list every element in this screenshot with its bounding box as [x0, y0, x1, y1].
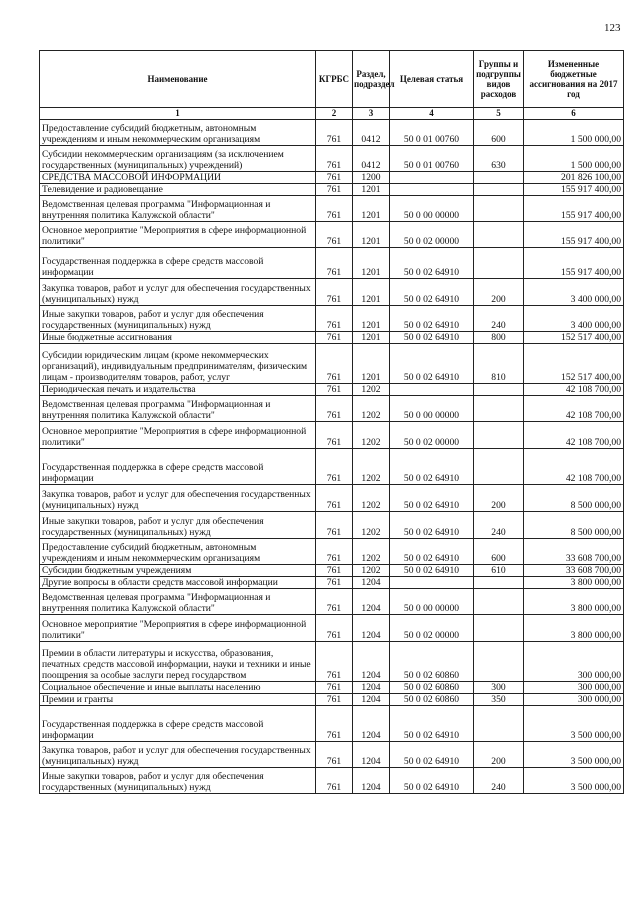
cell-group — [474, 222, 524, 248]
cell-name: СРЕДСТВА МАССОВОЙ ИНФОРМАЦИИ — [40, 172, 316, 184]
column-number: 3 — [353, 108, 390, 120]
cell-kgrbs: 761 — [316, 332, 353, 344]
cell-target: 50 0 02 64910 — [390, 306, 474, 332]
header-target: Целевая статья — [390, 51, 474, 108]
cell-group: 240 — [474, 768, 524, 794]
cell-name: Ведомственная целевая программа "Информационная и внутренняя политика Калужской области" — [40, 396, 316, 422]
cell-kgrbs: 761 — [316, 449, 353, 485]
cell-amount: 3 400 000,00 — [524, 306, 624, 332]
cell-name: Основное мероприятие "Мероприятия в сфере информационной политики" — [40, 422, 316, 449]
cell-kgrbs: 761 — [316, 306, 353, 332]
cell-target: 50 0 00 00000 — [390, 196, 474, 222]
cell-target: 50 0 02 00000 — [390, 422, 474, 449]
cell-target — [390, 577, 474, 589]
cell-section: 1204 — [353, 706, 390, 742]
cell-group: 600 — [474, 120, 524, 146]
cell-section: 1204 — [353, 742, 390, 768]
cell-section: 1201 — [353, 332, 390, 344]
cell-kgrbs: 761 — [316, 384, 353, 396]
cell-target: 50 0 02 64910 — [390, 539, 474, 565]
cell-name: Предоставление субсидий бюджетным, автономным учреждениям и иным некоммерческим организациям — [40, 120, 316, 146]
table-row — [40, 172, 624, 184]
cell-section: 1204 — [353, 615, 390, 642]
cell-kgrbs: 761 — [316, 146, 353, 172]
cell-group: 200 — [474, 279, 524, 306]
budget-table — [39, 50, 624, 794]
cell-group — [474, 396, 524, 422]
cell-group — [474, 196, 524, 222]
header-section: Раздел, подраздел — [353, 51, 390, 108]
cell-group — [474, 184, 524, 196]
cell-name: Закупка товаров, работ и услуг для обеспечения государственных (муниципальных) нужд — [40, 742, 316, 768]
cell-amount: 3 800 000,00 — [524, 615, 624, 642]
cell-amount: 152 517 400,00 — [524, 344, 624, 384]
cell-kgrbs: 761 — [316, 642, 353, 682]
cell-name: Иные бюджетные ассигнования — [40, 332, 316, 344]
cell-amount: 42 108 700,00 — [524, 422, 624, 449]
cell-target: 50 0 02 64910 — [390, 279, 474, 306]
table-row — [40, 222, 624, 248]
cell-amount: 42 108 700,00 — [524, 449, 624, 485]
cell-amount: 155 917 400,00 — [524, 184, 624, 196]
cell-group: 630 — [474, 146, 524, 172]
table-body — [40, 120, 624, 794]
cell-amount: 300 000,00 — [524, 642, 624, 682]
table-row — [40, 694, 624, 706]
cell-kgrbs: 761 — [316, 222, 353, 248]
cell-group — [474, 589, 524, 615]
cell-group — [474, 248, 524, 279]
cell-group: 300 — [474, 682, 524, 694]
cell-target: 50 0 02 00000 — [390, 615, 474, 642]
table-row — [40, 248, 624, 279]
cell-section: 1204 — [353, 577, 390, 589]
cell-kgrbs: 761 — [316, 512, 353, 539]
cell-group: 200 — [474, 742, 524, 768]
cell-name: Другие вопросы в области средств массовой информации — [40, 577, 316, 589]
table-row — [40, 332, 624, 344]
cell-group — [474, 706, 524, 742]
cell-name: Предоставление субсидий бюджетным, автономным учреждениям и иным некоммерческим организациям — [40, 539, 316, 565]
table-row — [40, 449, 624, 485]
cell-section: 1202 — [353, 449, 390, 485]
cell-group: 610 — [474, 565, 524, 577]
cell-section: 1201 — [353, 184, 390, 196]
cell-target — [390, 172, 474, 184]
table-row — [40, 396, 624, 422]
cell-name: Государственная поддержка в сфере средств массовой информации — [40, 248, 316, 279]
cell-section: 1201 — [353, 196, 390, 222]
cell-name: Закупка товаров, работ и услуг для обеспечения государственных (муниципальных) нужд — [40, 485, 316, 512]
cell-group — [474, 577, 524, 589]
cell-amount: 8 500 000,00 — [524, 512, 624, 539]
cell-group: 200 — [474, 485, 524, 512]
cell-amount: 8 500 000,00 — [524, 485, 624, 512]
cell-kgrbs: 761 — [316, 577, 353, 589]
cell-name: Иные закупки товаров, работ и услуг для обеспечения государственных (муниципальных) нужд — [40, 768, 316, 794]
cell-kgrbs: 761 — [316, 589, 353, 615]
table-row — [40, 742, 624, 768]
cell-amount: 3 400 000,00 — [524, 279, 624, 306]
cell-name: Государственная поддержка в сфере средств массовой информации — [40, 706, 316, 742]
cell-target: 50 0 02 64910 — [390, 485, 474, 512]
table-row — [40, 184, 624, 196]
cell-kgrbs: 761 — [316, 694, 353, 706]
cell-kgrbs: 761 — [316, 682, 353, 694]
cell-amount: 1 500 000,00 — [524, 146, 624, 172]
cell-name: Премии и гранты — [40, 694, 316, 706]
cell-kgrbs: 761 — [316, 615, 353, 642]
cell-kgrbs: 761 — [316, 279, 353, 306]
table-row — [40, 512, 624, 539]
cell-target: 50 0 00 00000 — [390, 396, 474, 422]
cell-group: 240 — [474, 306, 524, 332]
cell-section: 1202 — [353, 539, 390, 565]
header-group: Группы и подгруппы видов расходов — [474, 51, 524, 108]
cell-kgrbs: 761 — [316, 184, 353, 196]
cell-target: 50 0 02 64910 — [390, 512, 474, 539]
cell-amount: 33 608 700,00 — [524, 565, 624, 577]
cell-name: Основное мероприятие "Мероприятия в сфере информационной политики" — [40, 615, 316, 642]
cell-target: 50 0 02 60860 — [390, 682, 474, 694]
cell-section: 0412 — [353, 146, 390, 172]
cell-amount: 155 917 400,00 — [524, 196, 624, 222]
column-number: 6 — [524, 108, 624, 120]
cell-kgrbs: 761 — [316, 422, 353, 449]
cell-group: 350 — [474, 694, 524, 706]
column-number: 2 — [316, 108, 353, 120]
cell-section: 1204 — [353, 768, 390, 794]
cell-section: 1204 — [353, 694, 390, 706]
cell-target: 50 0 02 64910 — [390, 344, 474, 384]
cell-amount: 42 108 700,00 — [524, 384, 624, 396]
cell-name: Субсидии юридическим лицам (кроме некоммерческих организаций), индивидуальным предпринимателям, физическим лицам - производителям товаров, работ, услуг — [40, 344, 316, 384]
cell-target: 50 0 01 00760 — [390, 120, 474, 146]
table-row — [40, 577, 624, 589]
cell-amount: 152 517 400,00 — [524, 332, 624, 344]
table-row — [40, 768, 624, 794]
cell-section: 1201 — [353, 344, 390, 384]
cell-section: 1202 — [353, 565, 390, 577]
column-number: 4 — [390, 108, 474, 120]
cell-target: 50 0 02 64910 — [390, 248, 474, 279]
table-row — [40, 120, 624, 146]
cell-target: 50 0 02 60860 — [390, 642, 474, 682]
cell-target: 50 0 02 64910 — [390, 706, 474, 742]
table-row — [40, 589, 624, 615]
cell-amount: 33 608 700,00 — [524, 539, 624, 565]
table-row — [40, 146, 624, 172]
table-row — [40, 485, 624, 512]
cell-name: Субсидии некоммерческим организациям (за исключением государственных (муниципальных) учреждений) — [40, 146, 316, 172]
cell-kgrbs: 761 — [316, 396, 353, 422]
cell-amount: 3 800 000,00 — [524, 589, 624, 615]
cell-name: Закупка товаров, работ и услуг для обеспечения государственных (муниципальных) нужд — [40, 279, 316, 306]
table-row — [40, 539, 624, 565]
cell-section: 0412 — [353, 120, 390, 146]
cell-kgrbs: 761 — [316, 485, 353, 512]
column-number: 1 — [40, 108, 316, 120]
header-kgrbs: КГРБС — [316, 51, 353, 108]
cell-name: Телевидение и радиовещание — [40, 184, 316, 196]
cell-target: 50 0 02 64910 — [390, 332, 474, 344]
cell-amount: 3 500 000,00 — [524, 768, 624, 794]
cell-section: 1201 — [353, 279, 390, 306]
cell-group: 600 — [474, 539, 524, 565]
cell-amount: 155 917 400,00 — [524, 248, 624, 279]
cell-kgrbs: 761 — [316, 196, 353, 222]
cell-kgrbs: 761 — [316, 706, 353, 742]
cell-name: Субсидии бюджетным учреждениям — [40, 565, 316, 577]
cell-kgrbs: 761 — [316, 768, 353, 794]
cell-group: 810 — [474, 344, 524, 384]
cell-amount: 155 917 400,00 — [524, 222, 624, 248]
cell-group: 800 — [474, 332, 524, 344]
table-row — [40, 565, 624, 577]
cell-amount: 300 000,00 — [524, 694, 624, 706]
cell-amount: 3 500 000,00 — [524, 742, 624, 768]
table-row — [40, 196, 624, 222]
cell-target: 50 0 00 00000 — [390, 589, 474, 615]
table-row — [40, 306, 624, 332]
table-row — [40, 706, 624, 742]
table-row — [40, 344, 624, 384]
column-number-row — [40, 108, 624, 120]
cell-target: 50 0 02 64910 — [390, 565, 474, 577]
cell-name: Ведомственная целевая программа "Информационная и внутренняя политика Калужской области" — [40, 589, 316, 615]
cell-section: 1204 — [353, 589, 390, 615]
cell-target — [390, 384, 474, 396]
cell-group — [474, 615, 524, 642]
cell-section: 1201 — [353, 306, 390, 332]
table-row — [40, 422, 624, 449]
cell-kgrbs: 761 — [316, 120, 353, 146]
cell-section: 1204 — [353, 682, 390, 694]
cell-target — [390, 184, 474, 196]
cell-name: Иные закупки товаров, работ и услуг для обеспечения государственных (муниципальных) нужд — [40, 306, 316, 332]
cell-target: 50 0 02 64910 — [390, 449, 474, 485]
cell-amount: 1 500 000,00 — [524, 120, 624, 146]
cell-name: Иные закупки товаров, работ и услуг для обеспечения государственных (муниципальных) нужд — [40, 512, 316, 539]
cell-name: Основное мероприятие "Мероприятия в сфере информационной политики" — [40, 222, 316, 248]
table-row — [40, 682, 624, 694]
cell-amount: 3 800 000,00 — [524, 577, 624, 589]
table-row — [40, 279, 624, 306]
cell-kgrbs: 761 — [316, 172, 353, 184]
cell-kgrbs: 761 — [316, 565, 353, 577]
table-header-row — [40, 51, 624, 108]
cell-group: 240 — [474, 512, 524, 539]
cell-section: 1202 — [353, 384, 390, 396]
cell-section: 1204 — [353, 642, 390, 682]
cell-target: 50 0 02 00000 — [390, 222, 474, 248]
cell-kgrbs: 761 — [316, 248, 353, 279]
cell-name: Государственная поддержка в сфере средств массовой информации — [40, 449, 316, 485]
page-number: 123 — [604, 22, 621, 34]
cell-section: 1201 — [353, 222, 390, 248]
table-row — [40, 642, 624, 682]
cell-group — [474, 449, 524, 485]
cell-group — [474, 642, 524, 682]
cell-target: 50 0 02 64910 — [390, 742, 474, 768]
cell-kgrbs: 761 — [316, 742, 353, 768]
table-row — [40, 384, 624, 396]
cell-target: 50 0 02 64910 — [390, 768, 474, 794]
cell-group — [474, 172, 524, 184]
cell-name: Премии в области литературы и искусства, образования, печатных средств массовой информации, науки и техники и иные поощрения за особые заслуги перед государством — [40, 642, 316, 682]
cell-section: 1202 — [353, 396, 390, 422]
cell-group — [474, 422, 524, 449]
cell-group — [474, 384, 524, 396]
cell-name: Ведомственная целевая программа "Информационная и внутренняя политика Калужской области" — [40, 196, 316, 222]
cell-kgrbs: 761 — [316, 344, 353, 384]
cell-target: 50 0 01 00760 — [390, 146, 474, 172]
cell-name: Периодическая печать и издательства — [40, 384, 316, 396]
table-row — [40, 615, 624, 642]
cell-name: Социальное обеспечение и иные выплаты населению — [40, 682, 316, 694]
cell-amount: 42 108 700,00 — [524, 396, 624, 422]
cell-amount: 300 000,00 — [524, 682, 624, 694]
cell-section: 1200 — [353, 172, 390, 184]
cell-section: 1201 — [353, 248, 390, 279]
column-number: 5 — [474, 108, 524, 120]
header-name: Наименование — [40, 51, 316, 108]
cell-target: 50 0 02 60860 — [390, 694, 474, 706]
cell-section: 1202 — [353, 422, 390, 449]
cell-section: 1202 — [353, 512, 390, 539]
cell-amount: 3 500 000,00 — [524, 706, 624, 742]
cell-amount: 201 826 100,00 — [524, 172, 624, 184]
cell-kgrbs: 761 — [316, 539, 353, 565]
header-amount: Измененные бюджетные ассигнования на 2017 год — [524, 51, 624, 108]
cell-section: 1202 — [353, 485, 390, 512]
